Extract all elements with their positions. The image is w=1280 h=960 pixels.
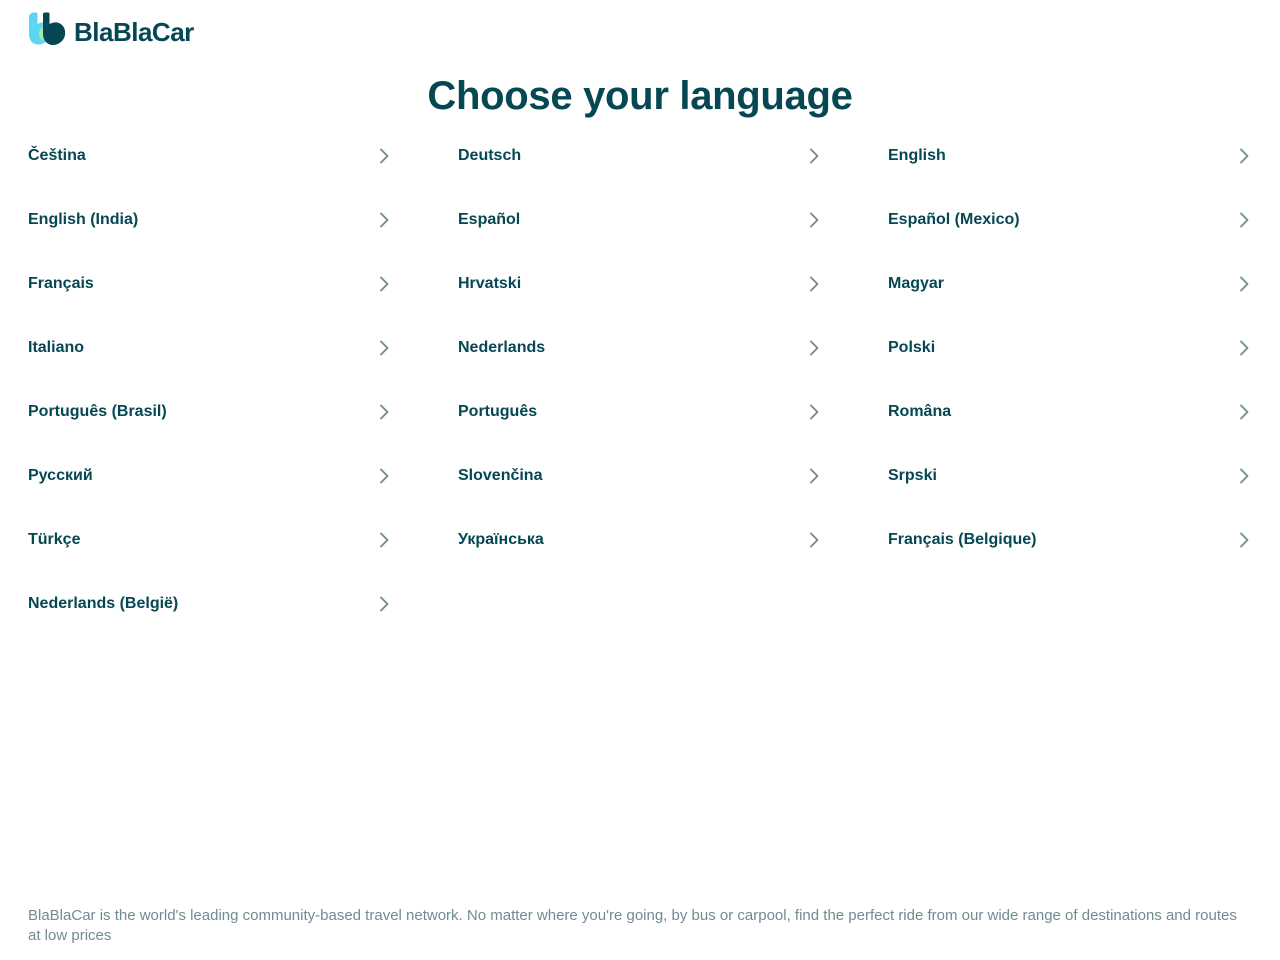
chevron-right-icon: [376, 468, 392, 484]
language-option[interactable]: [888, 188, 1252, 252]
language-option[interactable]: [888, 380, 1252, 444]
language-option[interactable]: [28, 252, 392, 316]
language-label: Magyar: [888, 275, 945, 292]
language-label: Hrvatski: [458, 275, 522, 292]
blablacar-logo-icon: [28, 12, 68, 48]
language-option[interactable]: [458, 252, 822, 316]
language-option[interactable]: [458, 444, 822, 508]
language-option[interactable]: [28, 508, 392, 572]
chevron-right-icon: [806, 148, 822, 164]
chevron-right-icon: [376, 148, 392, 164]
chevron-right-icon: [376, 276, 392, 292]
header: [28, 10, 194, 50]
chevron-right-icon: [1236, 276, 1252, 292]
language-label: Français: [28, 275, 94, 292]
language-label: Srpski: [888, 467, 937, 484]
language-label: Português: [458, 403, 538, 420]
language-label: Čeština: [28, 147, 86, 164]
chevron-right-icon: [1236, 340, 1252, 356]
language-label: Slovenčina: [458, 467, 543, 484]
language-label: Українська: [458, 531, 544, 548]
chevron-right-icon: [806, 212, 822, 228]
language-option[interactable]: [458, 508, 822, 572]
language-label: Español (Mexico): [888, 211, 1020, 228]
language-option[interactable]: [28, 444, 392, 508]
language-option[interactable]: [28, 572, 392, 636]
footer-description: BlaBlaCar is the world's leading community-based travel network. No matter where you're going, by bus or carpool, find the perfect ride from our wide range of destinations and routes at low prices: [28, 907, 1237, 944]
language-label: Türkçe: [28, 531, 81, 548]
chevron-right-icon: [806, 404, 822, 420]
page-title: Choose your language: [427, 74, 853, 118]
language-label: English (India): [28, 211, 139, 228]
chevron-right-icon: [1236, 212, 1252, 228]
language-option[interactable]: [28, 188, 392, 252]
chevron-right-icon: [376, 532, 392, 548]
chevron-right-icon: [806, 532, 822, 548]
language-list: [28, 124, 1252, 636]
language-label: Русский: [28, 467, 93, 484]
chevron-right-icon: [806, 340, 822, 356]
language-label: Nederlands (België): [28, 595, 179, 612]
language-label: Româna: [888, 403, 952, 420]
language-option[interactable]: [28, 124, 392, 188]
language-option[interactable]: [28, 380, 392, 444]
chevron-right-icon: [376, 340, 392, 356]
language-label: Polski: [888, 339, 936, 356]
language-label: Nederlands: [458, 339, 546, 356]
language-label: Português (Brasil): [28, 403, 167, 420]
language-label: Français (Belgique): [888, 531, 1037, 548]
chevron-right-icon: [1236, 148, 1252, 164]
language-option[interactable]: [888, 444, 1252, 508]
language-label: English: [888, 147, 946, 164]
chevron-right-icon: [806, 468, 822, 484]
chevron-right-icon: [1236, 532, 1252, 548]
chevron-right-icon: [376, 596, 392, 612]
language-label: Deutsch: [458, 147, 522, 164]
chevron-right-icon: [376, 212, 392, 228]
language-option[interactable]: [458, 316, 822, 380]
language-option[interactable]: [888, 508, 1252, 572]
language-option[interactable]: [888, 316, 1252, 380]
language-option[interactable]: [458, 124, 822, 188]
logo-wordmark: BlaBlaCar: [74, 17, 194, 47]
language-option[interactable]: [458, 380, 822, 444]
language-label: Español: [458, 211, 521, 228]
chevron-right-icon: [1236, 404, 1252, 420]
language-option[interactable]: [458, 188, 822, 252]
language-option[interactable]: [888, 124, 1252, 188]
language-label: Italiano: [28, 339, 85, 356]
blablacar-logo[interactable]: [28, 12, 194, 48]
language-option[interactable]: [888, 252, 1252, 316]
chevron-right-icon: [806, 276, 822, 292]
language-option[interactable]: [28, 316, 392, 380]
chevron-right-icon: [376, 404, 392, 420]
chevron-right-icon: [1236, 468, 1252, 484]
